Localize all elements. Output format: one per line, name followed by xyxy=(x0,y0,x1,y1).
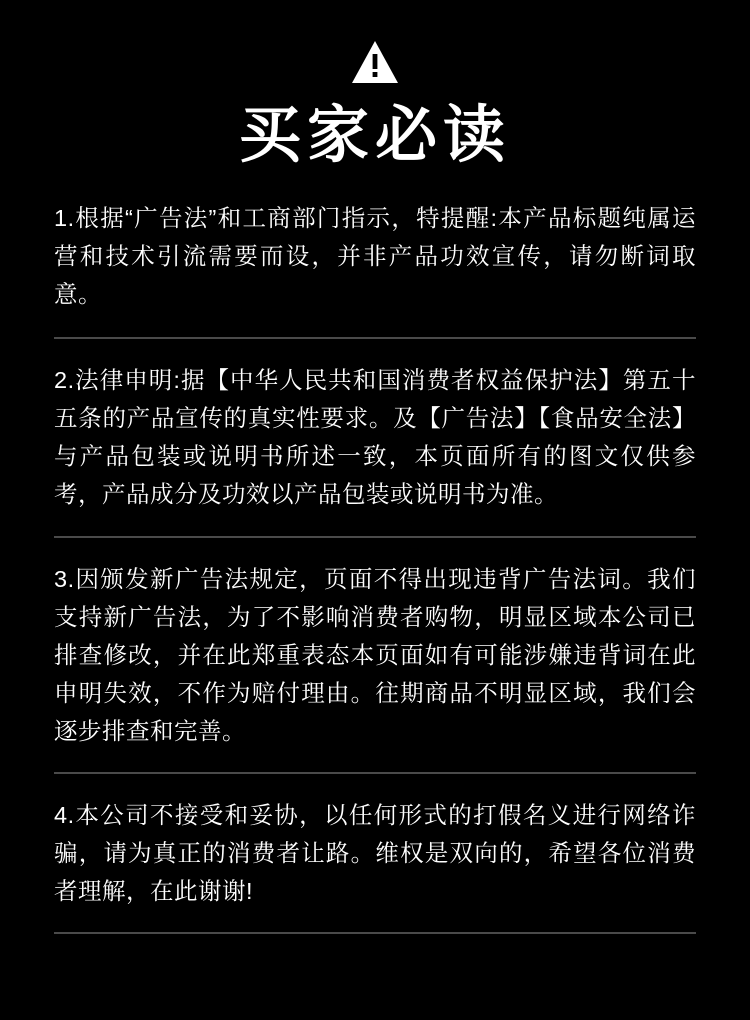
notice-section-4 xyxy=(54,796,696,910)
section-divider-3 xyxy=(54,772,696,774)
notice-sections xyxy=(54,199,696,956)
section-divider-2 xyxy=(54,536,696,538)
notice-text-1: 1.根据“广告法”和工商部门指示，特提醒:本产品标题纯属运营和技术引流需要而设，并非产品功效宣传，请勿断词取意。 xyxy=(54,205,696,308)
notice-text-4: 4.本公司不接受和妥协，以任何形式的打假名义进行网络诈骗，请为真正的消费者让路。维权是双向的，希望各位消费者理解，在此谢谢! xyxy=(54,801,696,904)
notice-section-1 xyxy=(54,199,696,315)
page-title: 买家必读 xyxy=(238,102,511,170)
notice-text-3: 3.因颁发新广告法规定，页面不得出现违背广告法词。我们支持新广告法，为了不影响消费者购物，明显区域本公司已排查修改，并在此郑重表态本页面如有可能涉嫌违背词在此申明失效，不作为赔付理由。往期商品不明显区域，我们会逐步排查和完善。 xyxy=(54,565,696,744)
warning-triangle-icon xyxy=(351,40,399,84)
section-divider-4 xyxy=(54,932,696,934)
notice-section-3 xyxy=(54,560,696,750)
notice-text-2: 2.法律申明:据【中华人民共和国消费者权益保护法】第五十五条的产品宣传的真实性要求。及【广告法】【食品安全法】与产品包装或说明书所述一致，本页面所有的图文仅供参考，产品成分及功效以产品包装或说明书为准。 xyxy=(54,367,696,508)
section-divider-1 xyxy=(54,337,696,339)
notice-section-2 xyxy=(54,361,696,513)
